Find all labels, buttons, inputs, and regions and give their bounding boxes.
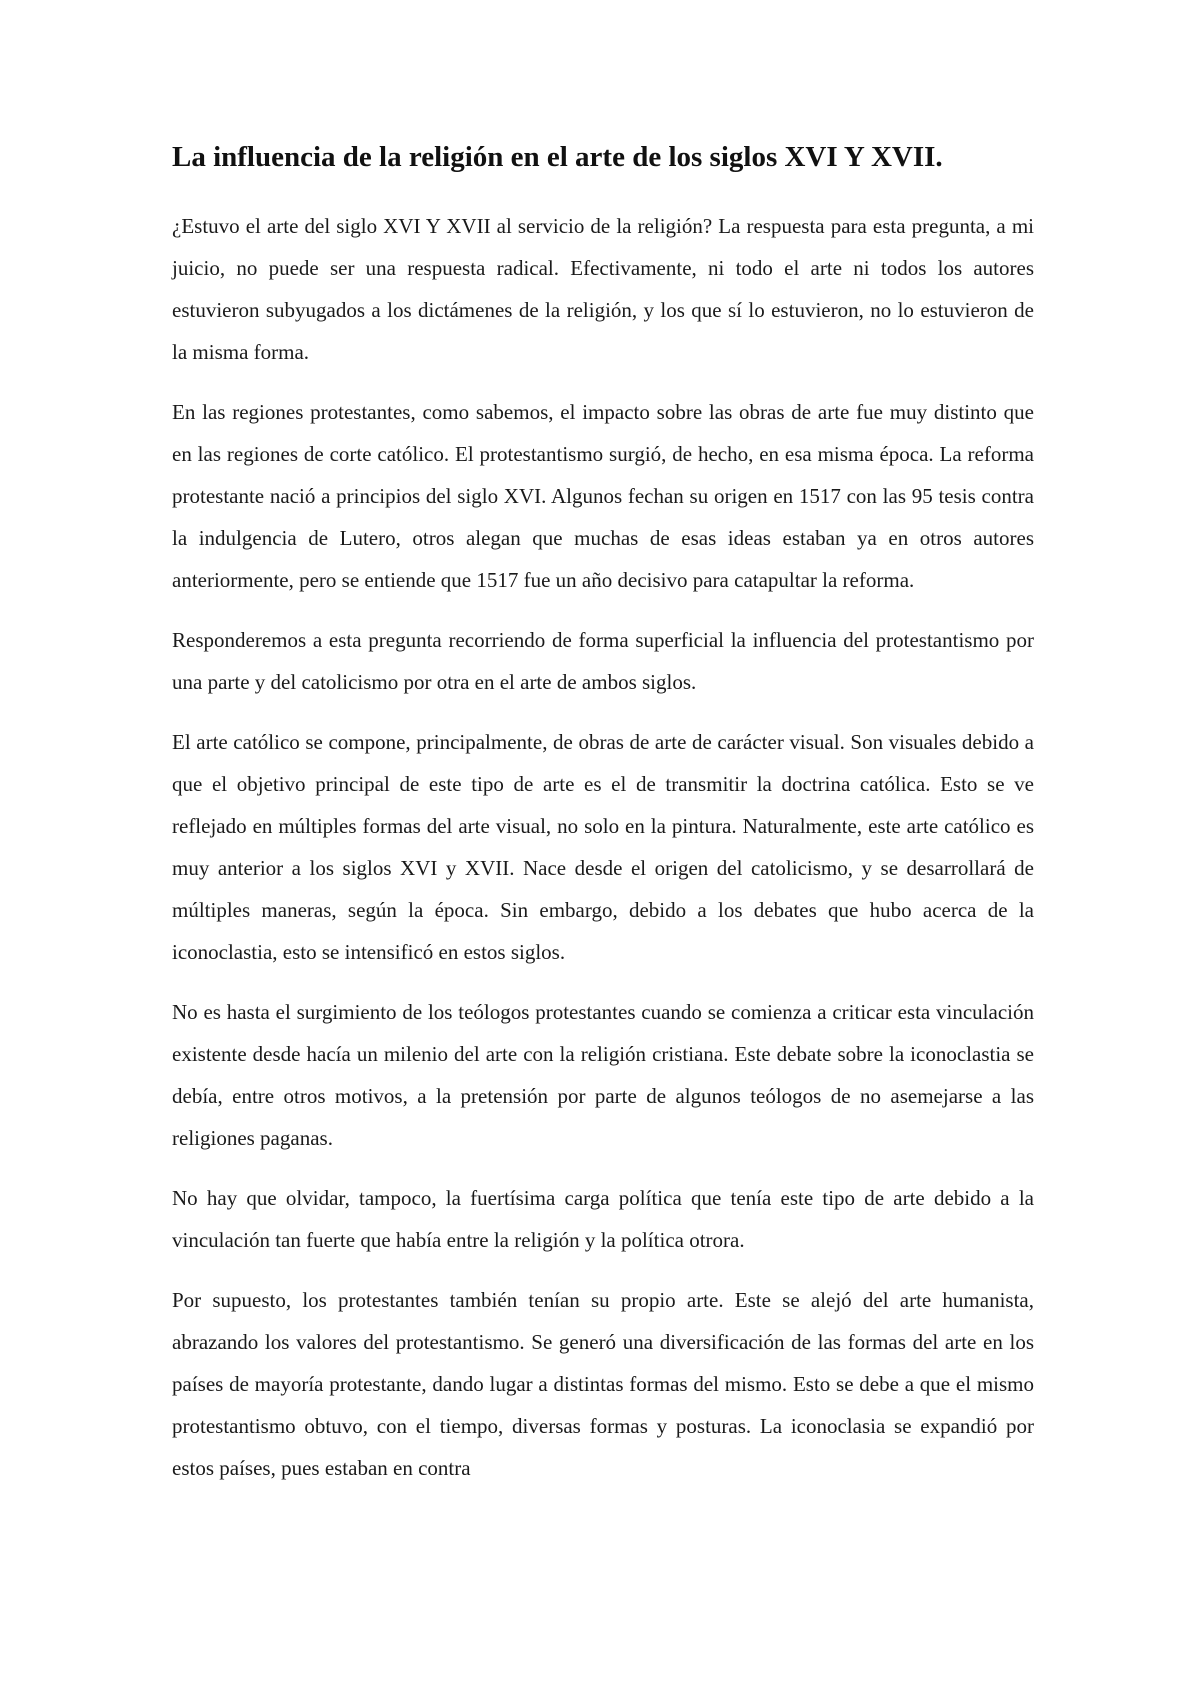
paragraph-6: No hay que olvidar, tampoco, la fuertísima carga política que tenía este tipo de arte debido a la vinculación tan fuerte que había entre la religión y la política otrora. <box>172 1185 1034 1252</box>
document-page <box>172 140 1034 1507</box>
paragraph-4: El arte católico se compone, principalmente, de obras de arte de carácter visual. Son visuales debido a que el objetivo principal de este tipo de arte es el de transmitir la doctrina católica. Esto se ve reflejado en múltiples formas del arte visual, no solo en la pintura. Naturalmente, este arte católico es muy anterior a los siglos XVI y XVII. Nace desde el origen del catolicismo, y se desarrollará de múltiples maneras, según la época. Sin embargo, debido a los debates que hubo acerca de la iconoclastia, esto se intensificó en estos siglos. <box>172 729 1034 964</box>
document-title: La influencia de la religión en el arte de los siglos XVI Y XVII. <box>172 141 943 173</box>
paragraph-7: Por supuesto, los protestantes también tenían su propio arte. Este se alejó del arte humanista, abrazando los valores del protestantismo. Se generó una diversificación de las formas del arte en los países de mayoría protestante, dando lugar a distintas formas del mismo. Esto se debe a que el mismo protestantismo obtuvo, con el tiempo, diversas formas y posturas. La iconoclasia se expandió por estos países, pues estaban en contra <box>172 1287 1034 1480</box>
paragraph-2: En las regiones protestantes, como sabemos, el impacto sobre las obras de arte fue muy distinto que en las regiones de corte católico. El protestantismo surgió, de hecho, en esa misma época. La reforma protestante nació a principios del siglo XVI. Algunos fechan su origen en 1517 con las 95 tesis contra la indulgencia de Lutero, otros alegan que muchas de esas ideas estaban ya en otros autores anteriormente, pero se entiende que 1517 fue un año decisivo para catapultar la reforma. <box>172 399 1034 592</box>
paragraph-1: ¿Estuvo el arte del siglo XVI Y XVII al servicio de la religión? La respuesta para esta pregunta, a mi juicio, no puede ser una respuesta radical. Efectivamente, ni todo el arte ni todos los autores estuvieron subyugados a los dictámenes de la religión, y los que sí lo estuvieron, no lo estuvieron de la misma forma. <box>172 213 1034 364</box>
paragraph-3: Responderemos a esta pregunta recorriendo de forma superficial la influencia del protestantismo por una parte y del catolicismo por otra en el arte de ambos siglos. <box>172 627 1034 694</box>
paragraph-5: No es hasta el surgimiento de los teólogos protestantes cuando se comienza a criticar esta vinculación existente desde hacía un milenio del arte con la religión cristiana. Este debate sobre la iconoclastia se debía, entre otros motivos, a la pretensión por parte de algunos teólogos de no asemejarse a las religiones paganas. <box>172 999 1034 1150</box>
